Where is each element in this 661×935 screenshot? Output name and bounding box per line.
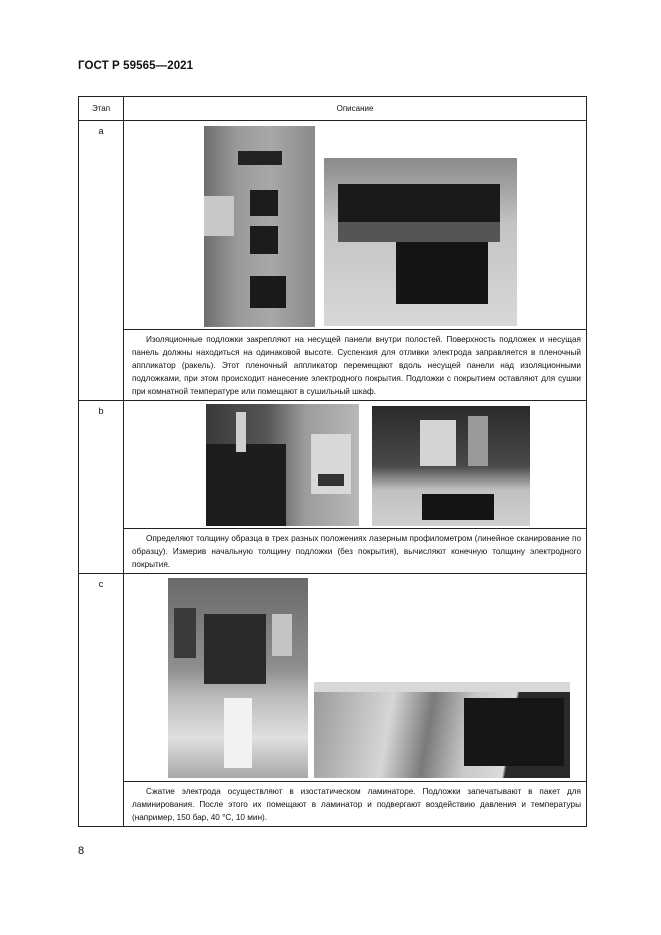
table-header-row [79,97,587,121]
procedure-table [78,96,587,827]
stage-b-description: Определяют толщину образца в трех разных положениях лазерным профилометром (линейное сканирование по образцу). Измерив начальную толщину подложки (без покрытия), вычисляют конечную толщину электродного покрытия. [124,529,587,574]
table-row [79,574,587,782]
stage-a-description: Изоляционные подложки закрепляют на несущей панели внутри полостей. Поверхность подложек и несущая панель должны находиться на одинаковой высоте. Суспензия для отливки электрода заправляется в пленочный аппликатор (ракель). Этот пленочный аппликатор перемещают вдоль несущей панели над изоляционными подложками, при этом происходит нанесение электродного покрытия. Подложки с покрытием оставляют для сушки при комнатной температуре или помещают в сушильный шкаф. [124,330,587,401]
table-row [79,330,587,401]
photo-film-applicator [324,158,517,326]
photo-lamination-bag [314,682,570,778]
page-number: 8 [78,845,85,857]
column-header-stage: Этап [79,97,124,121]
photo-laser-profilometer [206,404,359,526]
table-row [79,401,587,529]
stage-a-images [124,121,587,330]
column-header-description: Описание [124,97,587,121]
stage-c-images [124,574,587,782]
photo-isostatic-laminator [168,578,308,778]
stage-label-a: a [79,121,124,401]
photo-laser-head [372,406,530,526]
table-row [79,121,587,330]
document-header: ГОСТ Р 59565—2021 [78,60,194,72]
table-row [79,529,587,574]
stage-label-b: b [79,401,124,574]
table-row [79,782,587,827]
stage-b-images [124,401,587,529]
photo-substrate-panel [204,126,315,327]
stage-c-description: Сжатие электрода осуществляют в изостатическом ламинаторе. Подложки запечатывают в пакет для ламинирования. После этого их помещают в ламинатор и подвергают воздействию давления и температуры (например, 150 бар, 40 °С, 10 мин). [124,782,587,827]
stage-label-c: c [79,574,124,827]
